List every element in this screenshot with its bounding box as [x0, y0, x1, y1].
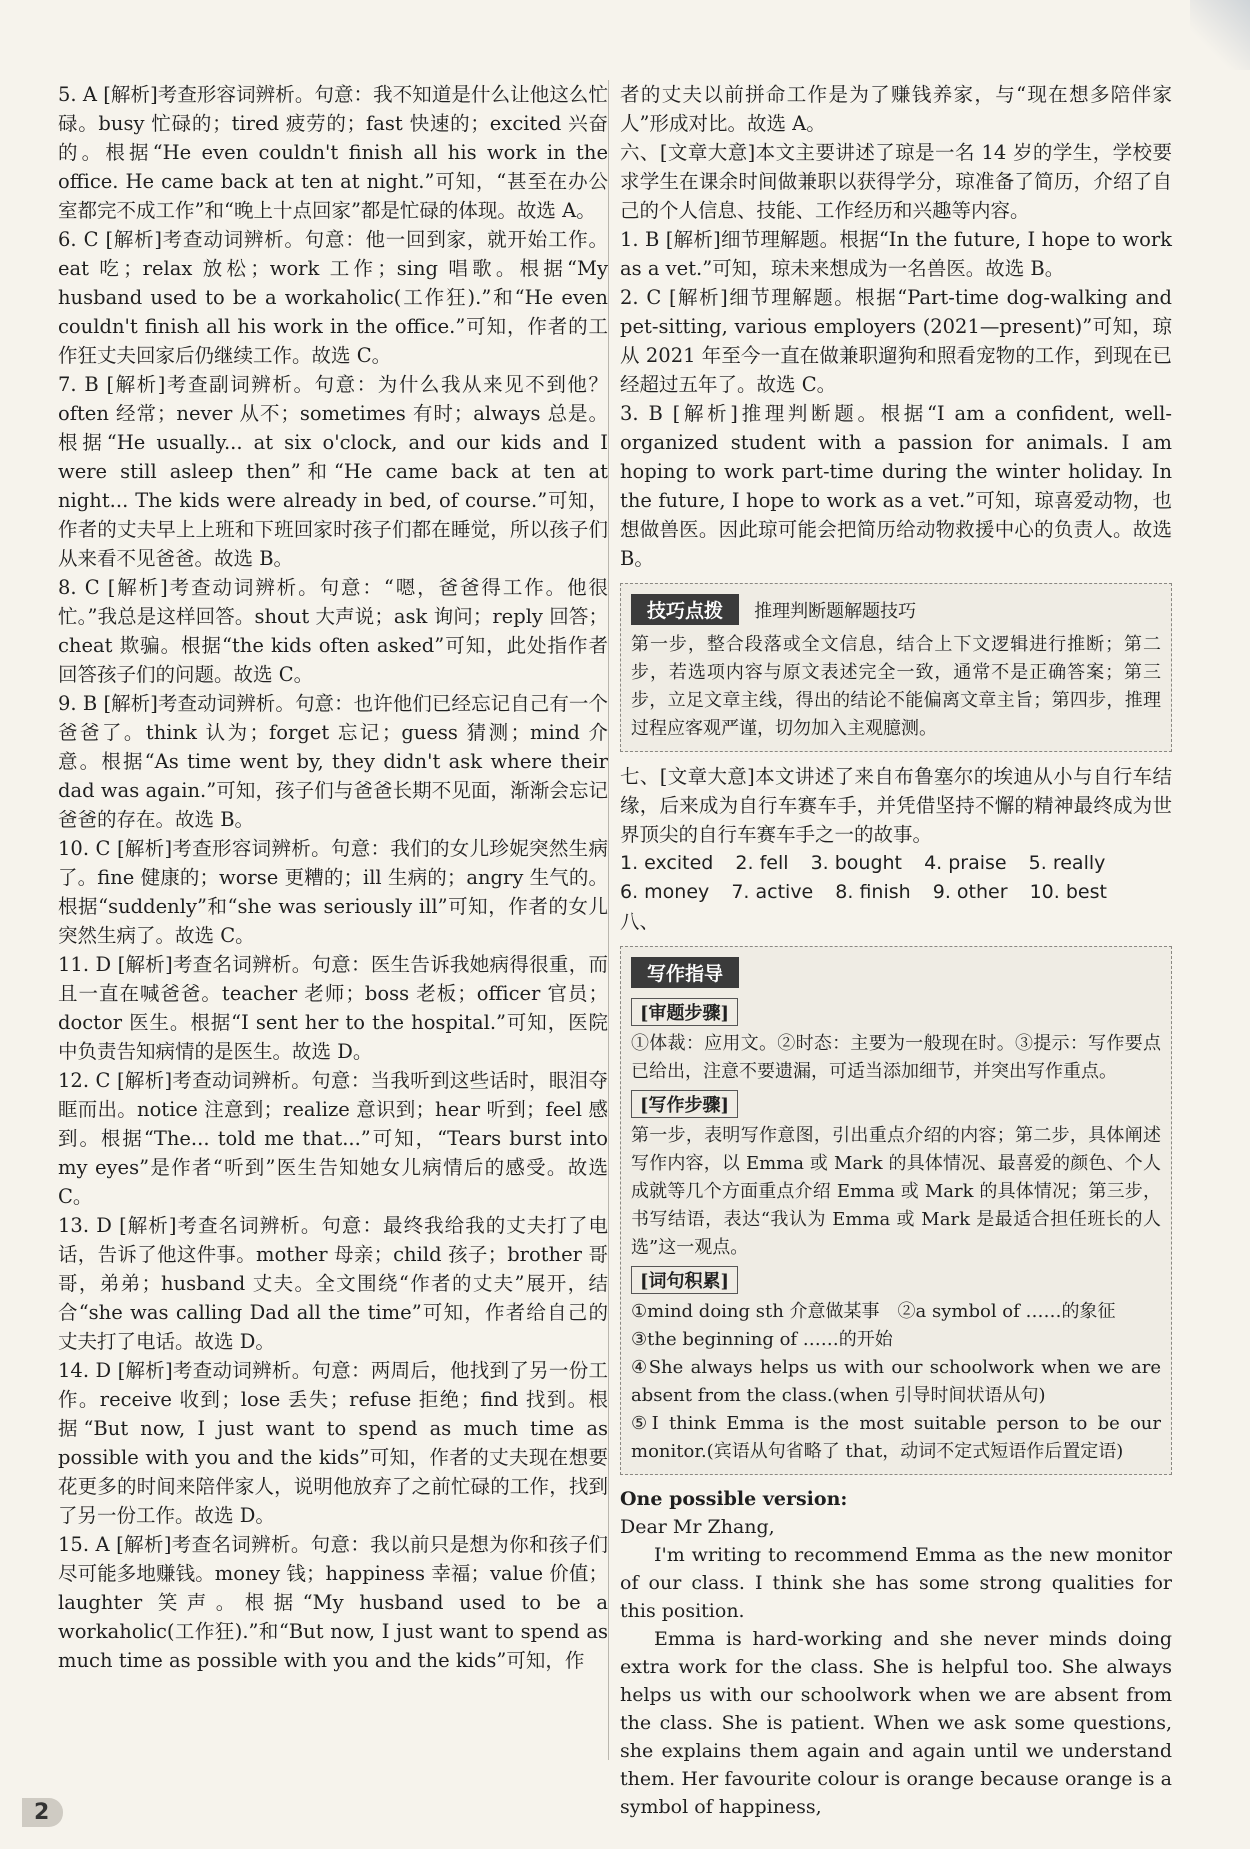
section-6-answer-3: 3. B [解析]推理判断题。根据“I am a confident, well-organized student with a passion for animals. I am hoping to work part-time during the winter holiday. In the future, I hope to work as a vet.”可知，琼喜爱动物，也想做兽医。因此琼可能会把简历给动物救援中心的负责人。故选 B。	[620, 402, 1172, 570]
answer-item: 4. praise	[924, 852, 1007, 874]
answer-item: 5. really	[1028, 852, 1106, 874]
section-7-answers-row-2	[620, 878, 1172, 907]
section-6-answer-1: 1. B [解析]细节理解题。根据“In the future, I hope to work as a vet.”可知，琼未来想成为一名兽医。故选 B。	[620, 228, 1172, 280]
writing-guide-box	[620, 946, 1172, 1475]
answer-entry-14: 14. D [解析]考查动词辨析。句意：两周后，他找到了另一份工作。receive 收到；lose 丢失；refuse 拒绝；find 找到。根据“But now, I just want to spend as much time as possible with you and the kids”可知，作者的丈夫现在想要花更多的时间来陪伴家人，说明他放弃了之前忙碌的工作，找到了另一份工作。故选 D。	[58, 1359, 608, 1527]
answer-entry-10: 10. C [解析]考查形容词辨析。句意：我们的女儿珍妮突然生病了。fine 健康的；worse 更糟的；ill 生病的；angry 生气的。根据“suddenly”和“she was seriously ill”可知，作者的女儿突然生病了。故选 C。	[58, 837, 608, 947]
essay-label: One possible version:	[620, 1488, 848, 1510]
tip-text: 第一步，整合段落或全文信息，结合上下文逻辑进行推断；第二步，若选项内容与原文表述完全一致，通常不是正确答案；第三步，立足文章主线，得出的结论不能偏离文章主旨；第四步，推理过程应客观严谨，切勿加入主观臆测。	[631, 634, 1161, 739]
page-number: 2	[22, 1798, 63, 1827]
section-7-answers-row-1	[620, 849, 1172, 878]
phrase-item: ④She always helps us with our schoolwork when we are absent from the class.(when 引导时间状语从句)	[631, 1357, 1161, 1406]
tip-header: 技巧点拨	[631, 594, 739, 625]
phrase-item: ⑤I think Emma is the most suitable person to be our monitor.(宾语从句省略了 that，动词不定式短语作后置定语)	[631, 1413, 1161, 1462]
answer-entry-11: 11. D [解析]考查名词辨析。句意：医生告诉我她病得很重，而且一直在喊爸爸。teacher 老师；boss 老板；officer 官员；doctor 医生。根据“I sent her to the hospital.”可知，医院中负责告知病情的是医生。故选 D。	[58, 953, 608, 1063]
answer-entry-13: 13. D [解析]考查名词辨析。句意：最终我给我的丈夫打了电话，告诉了他这件事。mother 母亲；child 孩子；brother 哥哥，弟弟；husband 丈夫。全文围绕“作者的丈夫”展开，结合“she was calling Dad all the time”可知，作者给自己的丈夫打了电话。故选 D。	[58, 1214, 608, 1353]
essay-paragraph-2: Emma is hard-working and she never minds doing extra work for the class. She is helpful too. She always helps us with our schoolwork when we are absent from the class. She is patient. When we ask some questions, she explains them again and again until we understand them. Her favourite colour is orange because orange is a symbol of happiness,	[620, 1628, 1172, 1818]
writing-guide-header: 写作指导	[631, 957, 739, 988]
answer-entry-15: 15. A [解析]考查名词辨析。句意：我以前只是想为你和孩子们尽可能多地赚钱。money 钱；happiness 幸福；value 价值；laughter 笑声。根据“My husband used to be a workaholic(工作狂).”和“But now, I just want to spend as much time as possible with you and the kids”可知，作	[58, 1533, 608, 1672]
answer-item: 9. other	[932, 881, 1008, 903]
writing-steps-label: [写作步骤]	[631, 1090, 738, 1118]
page-corner-shadow	[1190, 0, 1250, 70]
answer-entry-12: 12. C [解析]考查动词辨析。句意：当我听到这些话时，眼泪夺眶而出。notice 注意到；realize 意识到；hear 听到；feel 感到。根据“The... told me that...”可知，“Tears burst into my eyes”是作者“听到”医生告知她女儿病情后的感受。故选 C。	[58, 1069, 608, 1208]
answer-item: 10. best	[1029, 881, 1107, 903]
review-steps-label: [审题步骤]	[631, 998, 738, 1026]
section-8-heading: 八、	[620, 910, 660, 933]
answer-entry-6: 6. C [解析]考查动词辨析。句意：他一回到家，就开始工作。eat 吃；relax 放松；work 工作；sing 唱歌。根据“My husband used to be a workaholic(工作狂).”和“He even couldn't finish all his work in the office.”可知，作者的工作狂丈夫回家后仍继续工作。故选 C。	[58, 228, 608, 367]
answer-entry-9: 9. B [解析]考查动词辨析。句意：也许他们已经忘记自己有一个爸爸了。think 认为；forget 忘记；guess 猜测；mind 介意。根据“As time went by, they didn't ask where their dad was again.”可知，孩子们与爸爸长期不见面，渐渐会忘记爸爸的存在。故选 B。	[58, 692, 608, 831]
review-steps-text: ①体裁：应用文。②时态：主要为一般现在时。③提示：写作要点已给出，注意不要遗漏，可适当添加细节，并突出写作重点。	[631, 1033, 1161, 1082]
answer-item: 7. active	[731, 881, 814, 903]
tip-title: 推理判断题解题技巧	[754, 601, 917, 622]
answer-entry-5: 5. A [解析]考查形容词辨析。句意：我不知道是什么让他这么忙碌。busy 忙碌的；tired 疲劳的；fast 快速的；excited 兴奋的。根据“He even couldn't finish all his work in the office. He came back at ten at night.”可知，“甚至在办公室都完不成工作”和“晚上十点回家”都是忙碌的体现。故选 A。	[58, 83, 608, 222]
tip-box-inference	[620, 583, 1172, 752]
essay-paragraph-1: I'm writing to recommend Emma as the new monitor of our class. I think she has some strong qualities for this position.	[620, 1544, 1172, 1622]
answer-item: 2. fell	[735, 852, 789, 874]
phrase-bank-label: [词句积累]	[631, 1266, 738, 1294]
section-6-answer-2: 2. C [解析]细节理解题。根据“Part-time dog-walking and pet-sitting, various employers (2021—present)”可知，琼从 2021 年至今一直在做兼职遛狗和照看宠物的工作，到现在已经超过五年了。故选 C。	[620, 286, 1172, 396]
section-7-summary: 七、[文章大意]本文讲述了来自布鲁塞尔的埃迪从小与自行车结缘，后来成为自行车赛车手，并凭借坚持不懈的精神最终成为世界顶尖的自行车赛车手之一的故事。	[620, 765, 1172, 846]
right-column	[620, 80, 1172, 1821]
phrase-item: ③the beginning of ……的开始	[631, 1329, 893, 1350]
phrase-item: ①mind doing sth 介意做某事 ②a symbol of ……的象征	[631, 1301, 1116, 1322]
answer-entry-7: 7. B [解析]考查副词辨析。句意：为什么我从来见不到他？often 经常；never 从不；sometimes 有时；always 总是。根据“He usually... at six o'clock, and our kids and I were still asleep then”和“He came back at ten at night... The kids were already in bed, of course.”可知，作者的丈夫早上上班和下班回家时孩子们都在睡觉，所以孩子们从来看不见爸爸。故选 B。	[58, 373, 608, 570]
answer-item: 8. finish	[835, 881, 911, 903]
column-divider	[608, 80, 609, 1760]
answer-entry-8: 8. C [解析]考查动词辨析。句意：“嗯，爸爸得工作。他很忙。”我总是这样回答。shout 大声说；ask 询问；reply 回答；cheat 欺骗。根据“the kids often asked”可知，此处指作者回答孩子们的问题。故选 C。	[58, 576, 608, 686]
answer-item: 6. money	[620, 881, 710, 903]
answer-item: 3. bought	[810, 852, 903, 874]
essay-greeting: Dear Mr Zhang,	[620, 1516, 775, 1538]
left-column	[58, 80, 608, 1675]
section-6-summary: 六、[文章大意]本文主要讲述了琼是一名 14 岁的学生，学校要求学生在课余时间做兼职以获得学分，琼准备了简历，介绍了自己的个人信息、技能、工作经历和兴趣等内容。	[620, 141, 1172, 222]
answer-item: 1. excited	[620, 852, 714, 874]
writing-steps-text: 第一步，表明写作意图，引出重点介绍的内容；第二步，具体阐述写作内容，以 Emma 或 Mark 的具体情况、最喜爱的颜色、个人成就等几个方面重点介绍 Emma 或 Mark 的具体情况；第三步，书写结语，表达“我认为 Emma 或 Mark 是最适合担任班长的人选”这一观点。	[631, 1125, 1161, 1258]
answer-entry-15-continued: 者的丈夫以前拼命工作是为了赚钱养家，与“现在想多陪伴家人”形成对比。故选 A。	[620, 83, 1172, 135]
